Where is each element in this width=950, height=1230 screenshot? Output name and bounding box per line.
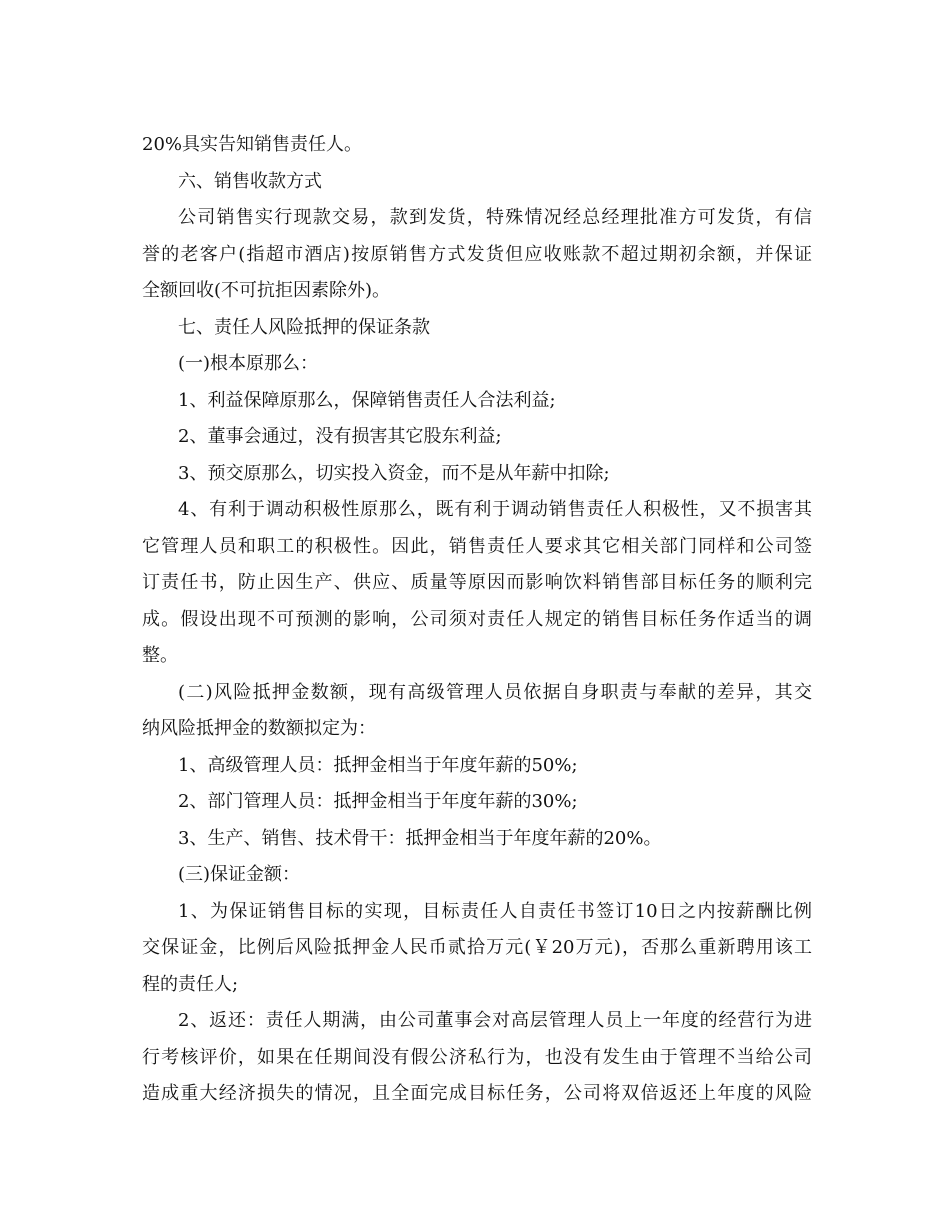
document-line: 交保证金，比例后风险抵押金人民币贰拾万元(￥20万元)，否那么重新聘用该工 [142,937,812,958]
document-line: 七、责任人风险抵押的保证条款 [178,316,430,338]
document-line: 2、返还：责任人期满，由公司董事会对高层管理人员上一年度的经营行为进 [178,1010,812,1031]
document-line: (一)根本原那么： [178,353,319,374]
document-line: 六、销售收款方式 [178,170,322,192]
document-line: 1、为保证销售目标的实现，目标责任人自责任书签订10日之内按薪酬比例 [178,900,812,922]
document-line: 1、高级管理人员：抵押金相当于年度年薪的50%; [178,754,578,776]
document-line: 誉的老客户(指超市酒店)按原销售方式发货但应收账款不超过期初余额，并保证 [142,243,812,265]
document-line: 它管理人员和职工的积极性。因此，销售责任人要求其它相关部门同样和公司签 [142,535,812,557]
document-line: 3、生产、销售、技术骨干：抵押金相当于年度年薪的20%。 [178,827,662,849]
document-line: 订责任书，防止因生产、供应、质量等原因而影响饮料销售部目标任务的顺利完 [142,572,812,593]
document-line: (二)风险抵押金数额，现有高级管理人员依据自身职责与奉献的差异，其交 [178,681,812,703]
document-line: 成。假设出现不可预测的影响，公司须对责任人规定的销售目标任务作适当的调 [142,608,812,630]
document-line: (三)保证金额： [178,864,301,885]
document-line: 整。 [142,645,178,666]
document-line: 2、董事会通过，没有损害其它股东利益; [178,426,502,447]
document-line: 行考核评价，如果在任期间没有假公济私行为，也没有发生由于管理不当给公司 [142,1046,812,1068]
document-line: 20%具实告知销售责任人。 [142,134,363,155]
document-line: 造成重大经济损失的情况，且全面完成目标任务，公司将双倍返还上年度的风险 [142,1083,812,1104]
document-line: 2、部门管理人员：抵押金相当于年度年薪的30%; [178,791,578,812]
document-line: 3、预交原那么，切实投入资金，而不是从年薪中扣除; [178,462,610,484]
document-line: 纳风险抵押金的数额拟定为： [142,718,376,739]
document-line: 公司销售实行现款交易，款到发货，特殊情况经总经理批准方可发货，有信 [178,207,812,228]
document-line: 1、利益保障原那么，保障销售责任人合法利益; [178,389,556,411]
document-line: 全额回收(不可抗拒因素除外)。 [142,280,391,301]
document-line: 4、有利于调动积极性原那么，既有利于调动销售责任人积极性，又不损害其 [178,499,812,520]
document-body [142,127,812,1113]
document-line: 程的责任人; [142,973,239,995]
